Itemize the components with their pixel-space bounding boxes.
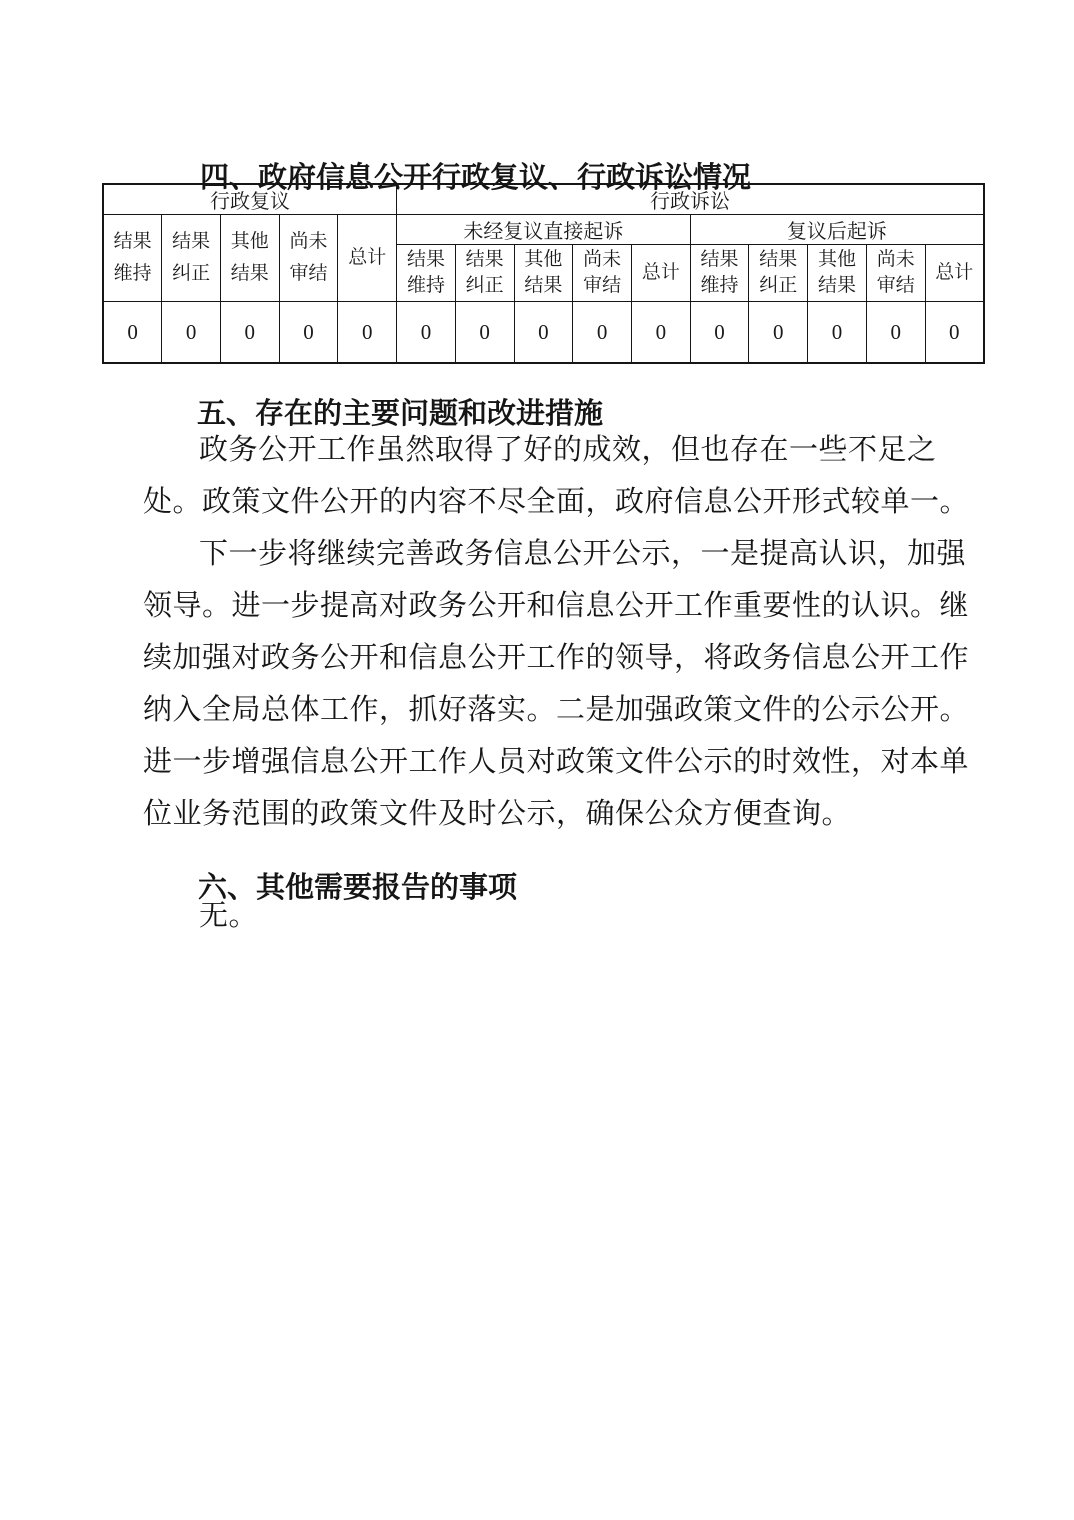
- col-header-result-upheld: 结果 维持: [103, 215, 162, 302]
- col-header-result-corrected: 结果 纠正: [162, 215, 221, 302]
- col-header-total-direct: 总计: [631, 245, 690, 302]
- table-values-row: [103, 302, 984, 364]
- section-6-heading: 六、其他需要报告的事项: [198, 872, 518, 905]
- value-cell: 0: [103, 302, 162, 364]
- paragraph-line: 处。政策文件公开的内容不尽全面，政府信息公开形式较单一。: [143, 486, 970, 518]
- section-6-body: 无。: [199, 900, 259, 932]
- group-header-administrative-review: 行政复议: [103, 184, 397, 215]
- value-cell: 0: [631, 302, 690, 364]
- review-litigation-table-wrap: [102, 183, 985, 364]
- col-header-result-corrected-direct: 结果 纠正: [455, 245, 514, 302]
- sub-header-lawsuit-after-review: 复议后起诉: [690, 215, 984, 245]
- col-header-total-after: 总计: [925, 245, 984, 302]
- col-header-not-concluded: 尚未 审结: [279, 215, 338, 302]
- section-5-heading: 五、存在的主要问题和改进措施: [197, 398, 604, 431]
- col-header-result-corrected-after: 结果 纠正: [749, 245, 808, 302]
- value-cell: 0: [279, 302, 338, 364]
- value-cell: 0: [338, 302, 397, 364]
- col-header-not-concluded-direct: 尚未 审结: [573, 245, 632, 302]
- value-cell: 0: [162, 302, 221, 364]
- col-header-result-upheld-after: 结果 维持: [690, 245, 749, 302]
- review-litigation-table: [102, 183, 985, 364]
- value-cell: 0: [397, 302, 456, 364]
- sub-header-direct-lawsuit: 未经复议直接起诉: [397, 215, 691, 245]
- value-cell: 0: [866, 302, 925, 364]
- col-header-other-result-direct: 其他 结果: [514, 245, 573, 302]
- section-4-heading: 四、政府信息公开行政复议、行政诉讼情况: [200, 162, 752, 195]
- col-header-total: 总计: [338, 215, 397, 302]
- table-subgroup-header-row: [103, 215, 984, 245]
- paragraph-line: 位业务范围的政策文件及时公示，确保公众方便查询。: [143, 798, 852, 830]
- col-header-not-concluded-after: 尚未 审结: [866, 245, 925, 302]
- paragraph-line: 下一步将继续完善政务信息公开公示，一是提高认识，加强: [199, 538, 967, 570]
- value-cell: 0: [455, 302, 514, 364]
- value-cell: 0: [514, 302, 573, 364]
- table-group-header-row: [103, 184, 984, 215]
- col-header-other-result-after: 其他 结果: [808, 245, 867, 302]
- section-5-body: [143, 424, 970, 840]
- paragraph-line: 政务公开工作虽然取得了好的成效，但也存在一些不足之: [199, 434, 937, 466]
- value-cell: 0: [749, 302, 808, 364]
- value-cell: 0: [220, 302, 279, 364]
- value-cell: 0: [925, 302, 984, 364]
- paragraph-line: 进一步增强信息公开工作人员对政策文件公示的时效性，对本单: [143, 746, 970, 778]
- value-cell: 0: [573, 302, 632, 364]
- col-header-other-result: 其他 结果: [220, 215, 279, 302]
- group-header-administrative-litigation: 行政诉讼: [397, 184, 984, 215]
- value-cell: 0: [690, 302, 749, 364]
- paragraph-line: 纳入全局总体工作，抓好落实。二是加强政策文件的公示公开。: [143, 694, 970, 726]
- col-header-result-upheld-direct: 结果 维持: [397, 245, 456, 302]
- paragraph-line: 续加强对政务公开和信息公开工作的领导，将政务信息公开工作: [143, 642, 970, 674]
- value-cell: 0: [808, 302, 867, 364]
- paragraph-line: 领导。进一步提高对政务公开和信息公开工作重要性的认识。继: [143, 590, 970, 622]
